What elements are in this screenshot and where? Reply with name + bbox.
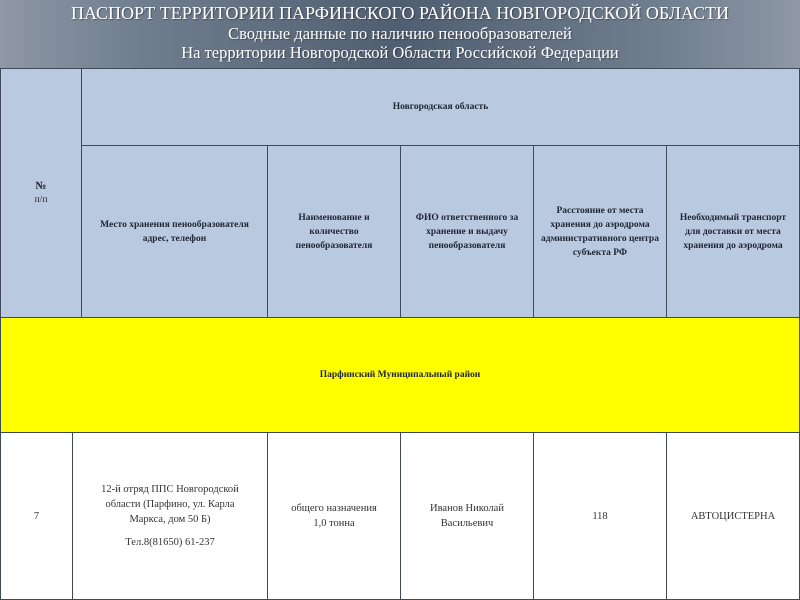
column-header-transport: Необходимый транспорт для доставки от места хранения до аэродрома [666,145,800,318]
column-header-person: ФИО ответственного за хранение и выдачу пенообразователя [400,145,534,318]
num-symbol: № [35,180,47,192]
num-sub: п/п [34,195,48,205]
column-header-distance: Расстояние от места хранения до аэродрома административного центра субъекта РФ [533,145,667,318]
region-header-cell [81,68,800,146]
row-place-address: 12-й отряд ППС Новгородской области (Парфино, ул. Карла Маркса, дом 50 Б) [101,484,239,525]
row-foam-type: общего назначения [291,503,377,514]
row-foam-cell [267,432,401,600]
page-subtitle: Сводные данные по наличию пенообразователей [228,24,572,43]
column-header-foam: Наименование и количество пенообразователя [267,145,401,318]
page-title: ПАСПОРТ ТЕРРИТОРИИ ПАРФИНСКОГО РАЙОНА НОВГОРОДСКОЙ ОБЛАСТИ [70,3,730,23]
row-place-cell [72,432,268,600]
row-place-phone: Тел.8(81650) 61-237 [125,537,215,548]
row-num-cell: 7 [0,432,73,600]
num-header-cell [0,68,82,318]
district-label: Парфинский Муниципальный район [319,370,481,380]
row-transport-cell: АВТОЦИСТЕРНА [666,432,800,600]
district-row [0,317,800,433]
row-foam-amount: 1,0 тонна [313,518,355,529]
slide-header [0,0,800,68]
region-header: Новгородская область [392,102,489,112]
column-header-place: Место хранения пенообразователя адрес, телефон [81,145,268,318]
row-distance-cell: 118 [533,432,667,600]
page-subtitle-territory: На территории Новгородской Области Российской Федерации [181,43,619,62]
row-person-cell: Иванов Николай Васильевич [400,432,534,600]
